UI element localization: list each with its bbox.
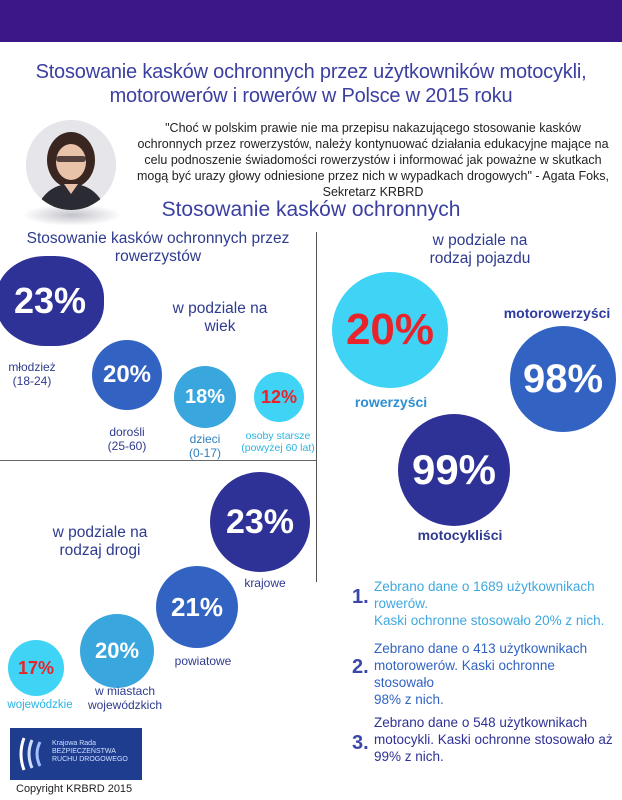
- age-heading-line-1: w podziale na: [172, 300, 268, 317]
- road-county-circle: [156, 566, 238, 648]
- vehicle-cyclists-circle: [332, 272, 448, 388]
- road-city-value: 20%: [94, 638, 140, 663]
- main-heading: Stosowanie kasków ochronnych: [161, 198, 461, 221]
- vehicle-motorcycle-circle: [398, 414, 510, 526]
- age-adults-value: 20%: [102, 361, 152, 388]
- vehicle-moped-value: 98%: [522, 356, 604, 401]
- cyclists-total-circle: [0, 256, 104, 346]
- road-city-label-line-2: wojewódzkich: [87, 698, 163, 712]
- cyclists-total-value: 23%: [13, 280, 87, 321]
- title-line-1: Stosowanie kasków ochronnych przez użytkowników motocykli,: [35, 61, 587, 83]
- section-divider-horizontal: [0, 460, 316, 461]
- age-label-adults-line-1: dorośli: [109, 425, 145, 439]
- age-label-youth-line-1: młodzież: [8, 360, 56, 374]
- road-national-value: 23%: [225, 502, 295, 541]
- note-2-line-3: 98% z nich.: [374, 692, 444, 707]
- road-county-label: powiatowe: [174, 654, 232, 668]
- road-heading-line-2: rodzaj drogi: [59, 542, 141, 559]
- age-label-seniors-line-2: (powyżej 60 lat): [241, 442, 315, 454]
- note-3-line-1: Zebrano dane o 548 użytkownikach: [374, 715, 588, 730]
- vehicle-cyclists-value: 20%: [345, 305, 435, 354]
- vehicle-heading-line-2: rodzaj pojazdu: [429, 250, 531, 267]
- page-title: [10, 60, 612, 108]
- age-label-adults: [92, 425, 162, 453]
- age-label-seniors: [238, 430, 318, 454]
- copyright: Copyright KRBRD 2015: [16, 783, 133, 795]
- vehicle-heading: [400, 232, 560, 268]
- vehicle-motorcycle-value: 99%: [411, 446, 497, 493]
- note-3-text: [374, 714, 614, 765]
- age-adults-circle: [92, 340, 162, 410]
- note-2-number: 2.: [352, 656, 369, 678]
- note-2-line-2: motorowerów. Kaski ochronne stosowało: [374, 658, 555, 690]
- note-3-line-3: 99% z nich.: [374, 749, 444, 764]
- portrait-circle: [26, 120, 116, 210]
- note-3-line-2: motocykli. Kaski ochronne stosowało aż: [374, 732, 613, 747]
- age-label-children-line-2: (0-17): [188, 446, 221, 460]
- vehicle-motorcycle-label: motocykliści: [417, 527, 503, 543]
- road-voivodeship-value: 17%: [17, 657, 55, 678]
- note-2-line-1: Zebrano dane o 413 użytkownikach: [374, 641, 588, 656]
- road-voivodeship-circle: [8, 640, 64, 696]
- road-heading: [30, 524, 170, 560]
- road-city-label: [70, 684, 180, 712]
- age-label-youth-line-2: (18-24): [12, 374, 52, 388]
- age-label-children-line-1: dzieci: [189, 432, 221, 446]
- title-line-2: motorowerów i rowerów w Polsce w 2015 roku: [109, 85, 513, 107]
- vehicle-cyclists-label: rowerzyści: [354, 394, 428, 410]
- vehicle-moped-circle: [510, 326, 616, 432]
- logo-mark-icon: [16, 734, 52, 774]
- road-city-circle: [80, 614, 154, 688]
- age-label-children: [174, 432, 236, 460]
- note-3-number: 3.: [352, 732, 369, 754]
- cyclists-heading-line-2: rowerzystów: [114, 248, 202, 265]
- logo-text-line-2: BEZPIECZEŃSTWA: [52, 748, 116, 755]
- top-banner: [0, 0, 622, 42]
- logo-text: [52, 740, 128, 764]
- age-seniors-circle: [254, 372, 304, 422]
- note-1-number: 1.: [352, 586, 369, 608]
- cyclists-heading-line-1: Stosowanie kasków ochronnych przez: [26, 230, 290, 247]
- age-heading: [160, 300, 280, 336]
- age-label-adults-line-2: (25-60): [107, 439, 147, 453]
- vehicle-heading-line-1: w podziale na: [432, 232, 528, 249]
- note-1-line-1: Zebrano dane o 1689 użytkownikach rowerów.: [374, 579, 595, 611]
- road-national-label: krajowe: [244, 576, 286, 590]
- quote-text: "Choć w polskim prawie nie ma przepisu nakazującego stosowanie kasków ochronnych przez rowerzystów, należy kontynuować działania edukacyjne mające na celu podnoszenie świadomości rowerzystów i informować jak poważne w skutkach mogą być urazy głowy odniesione przez nich w wypadkach drogowych" - Agata Foks, Sekretarz KRBRD: [136, 121, 610, 199]
- note-1-line-2: Kaski ochronne stosowało 20% z nich.: [374, 613, 605, 628]
- age-label-youth: [0, 360, 64, 388]
- age-seniors-value: 12%: [260, 386, 298, 407]
- road-city-label-line-1: w miastach: [94, 684, 156, 698]
- age-children-circle: [174, 366, 236, 428]
- age-label-seniors-line-1: osoby starsze: [245, 430, 311, 442]
- note-2-text: [374, 640, 614, 708]
- logo-text-line-3: RUCHU DROGOWEGO: [52, 756, 128, 763]
- krbrd-logo: [10, 728, 142, 780]
- road-national-circle: [210, 472, 310, 572]
- road-voivodeship-label: wojewódzkie: [7, 699, 73, 711]
- section-divider-vertical: [316, 232, 317, 582]
- age-children-value: 18%: [184, 385, 226, 408]
- road-county-value: 21%: [170, 591, 224, 622]
- logo-text-line-1: Krajowa Rada: [52, 740, 96, 747]
- age-heading-line-2: wiek: [204, 318, 236, 335]
- note-1-text: [374, 578, 614, 629]
- vehicle-moped-label: motorowerzyści: [503, 305, 611, 321]
- road-heading-line-1: w podziale na: [52, 524, 148, 541]
- person-icon: [26, 120, 116, 210]
